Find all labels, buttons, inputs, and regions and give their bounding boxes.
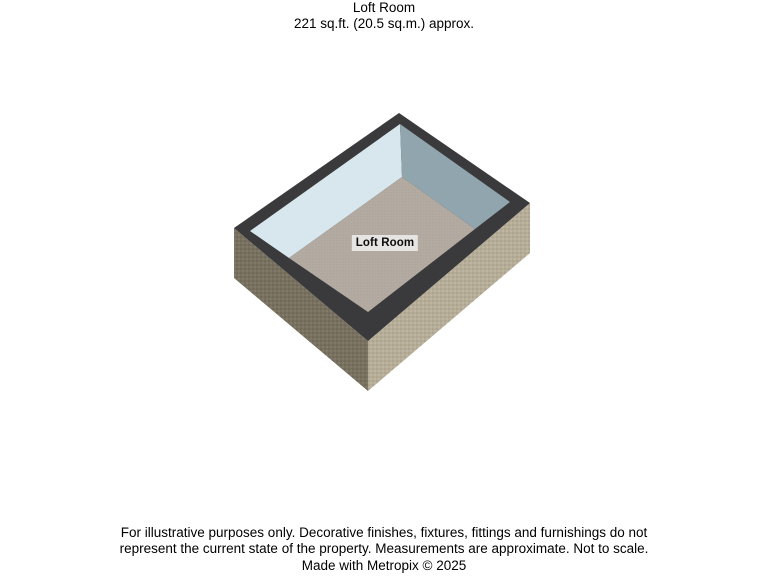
- page-title: Loft Room: [352, 0, 416, 15]
- credit-line: Made with Metropix © 2025: [301, 557, 467, 573]
- disclaimer-line-1: For illustrative purposes only. Decorative finishes, fixtures, fittings and furnishings do not: [120, 524, 648, 540]
- plan-footer: [0, 525, 768, 575]
- room-label: Loft Room: [352, 235, 418, 251]
- area-text: 221 sq.ft. (20.5 sq.m.) approx.: [293, 16, 475, 31]
- disclaimer-line-2: represent the current state of the property. Measurements are approximate. Not to scale.: [119, 541, 649, 556]
